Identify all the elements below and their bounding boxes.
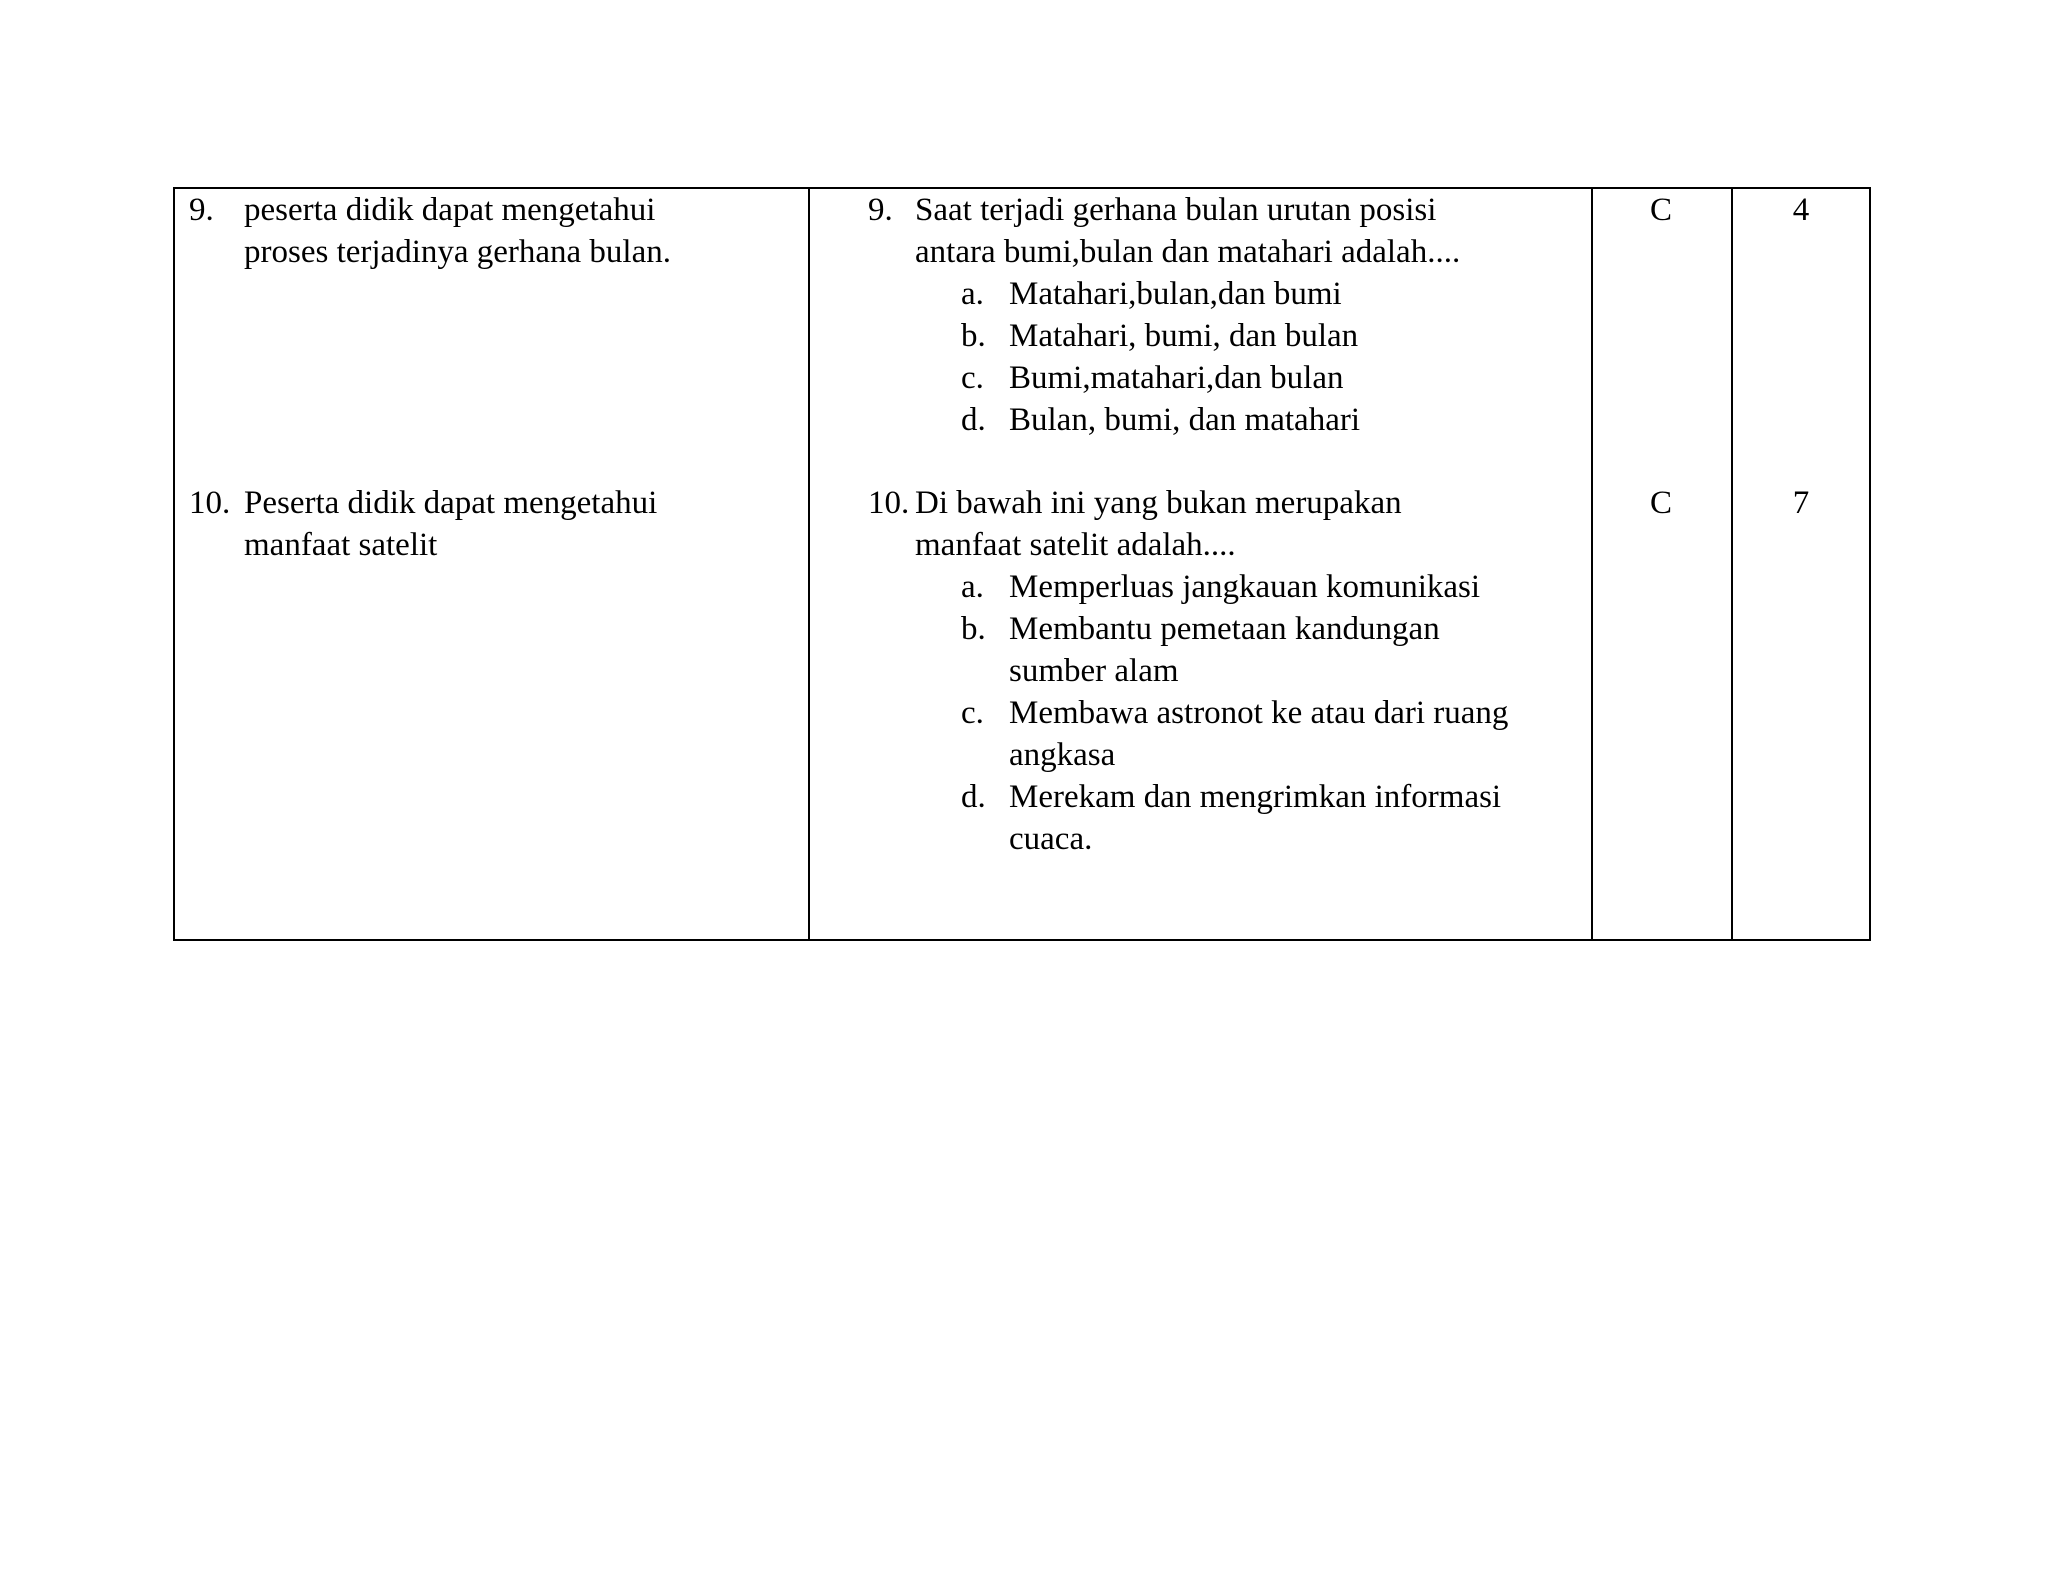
option-label: a. [961, 276, 984, 312]
option-label: b. [961, 611, 986, 647]
option-text: Bulan, bumi, dan matahari [1009, 402, 1360, 438]
option-text: Matahari,bulan,dan bumi [1009, 276, 1342, 312]
answer-key: C [1649, 485, 1672, 521]
indicator-text-line: manfaat satelit [244, 527, 438, 563]
question-text-line: manfaat satelit adalah.... [915, 527, 1236, 563]
question-number: 9. [868, 192, 893, 228]
question-text-line: antara bumi,bulan dan matahari adalah.... [915, 234, 1461, 270]
option-text: Bumi,matahari,dan bulan [1009, 360, 1344, 396]
option-label: d. [961, 402, 986, 438]
column-divider-answer [1731, 189, 1733, 939]
option-text: sumber alam [1009, 653, 1179, 689]
question-text-line: Saat terjadi gerhana bulan urutan posisi [915, 192, 1437, 228]
option-text: Merekam dan mengrimkan informasi [1009, 779, 1502, 815]
question-number: 10. [868, 485, 910, 521]
score-value: 4 [1792, 192, 1810, 228]
indicator-number: 9. [189, 192, 214, 228]
column-divider-indicator [808, 189, 810, 939]
question-table [173, 187, 1871, 941]
option-text: angkasa [1009, 737, 1116, 773]
score-value: 7 [1792, 485, 1810, 521]
answer-key: C [1649, 192, 1672, 228]
option-text: Matahari, bumi, dan bulan [1009, 318, 1359, 354]
question-text-line: Di bawah ini yang bukan merupakan [915, 485, 1402, 521]
option-label: d. [961, 779, 986, 815]
column-divider-question [1591, 189, 1593, 939]
option-text: Membantu pemetaan kandungan [1009, 611, 1440, 647]
indicator-number: 10. [189, 485, 231, 521]
option-text: cuaca. [1009, 821, 1093, 857]
option-label: c. [961, 360, 984, 396]
option-text: Memperluas jangkauan komunikasi [1009, 569, 1481, 605]
option-label: a. [961, 569, 984, 605]
option-text: Membawa astronot ke atau dari ruang [1009, 695, 1509, 731]
indicator-text-line: proses terjadinya gerhana bulan. [244, 234, 672, 270]
indicator-text-line: Peserta didik dapat mengetahui [244, 485, 658, 521]
indicator-text-line: peserta didik dapat mengetahui [244, 192, 656, 228]
option-label: b. [961, 318, 986, 354]
option-label: c. [961, 695, 984, 731]
